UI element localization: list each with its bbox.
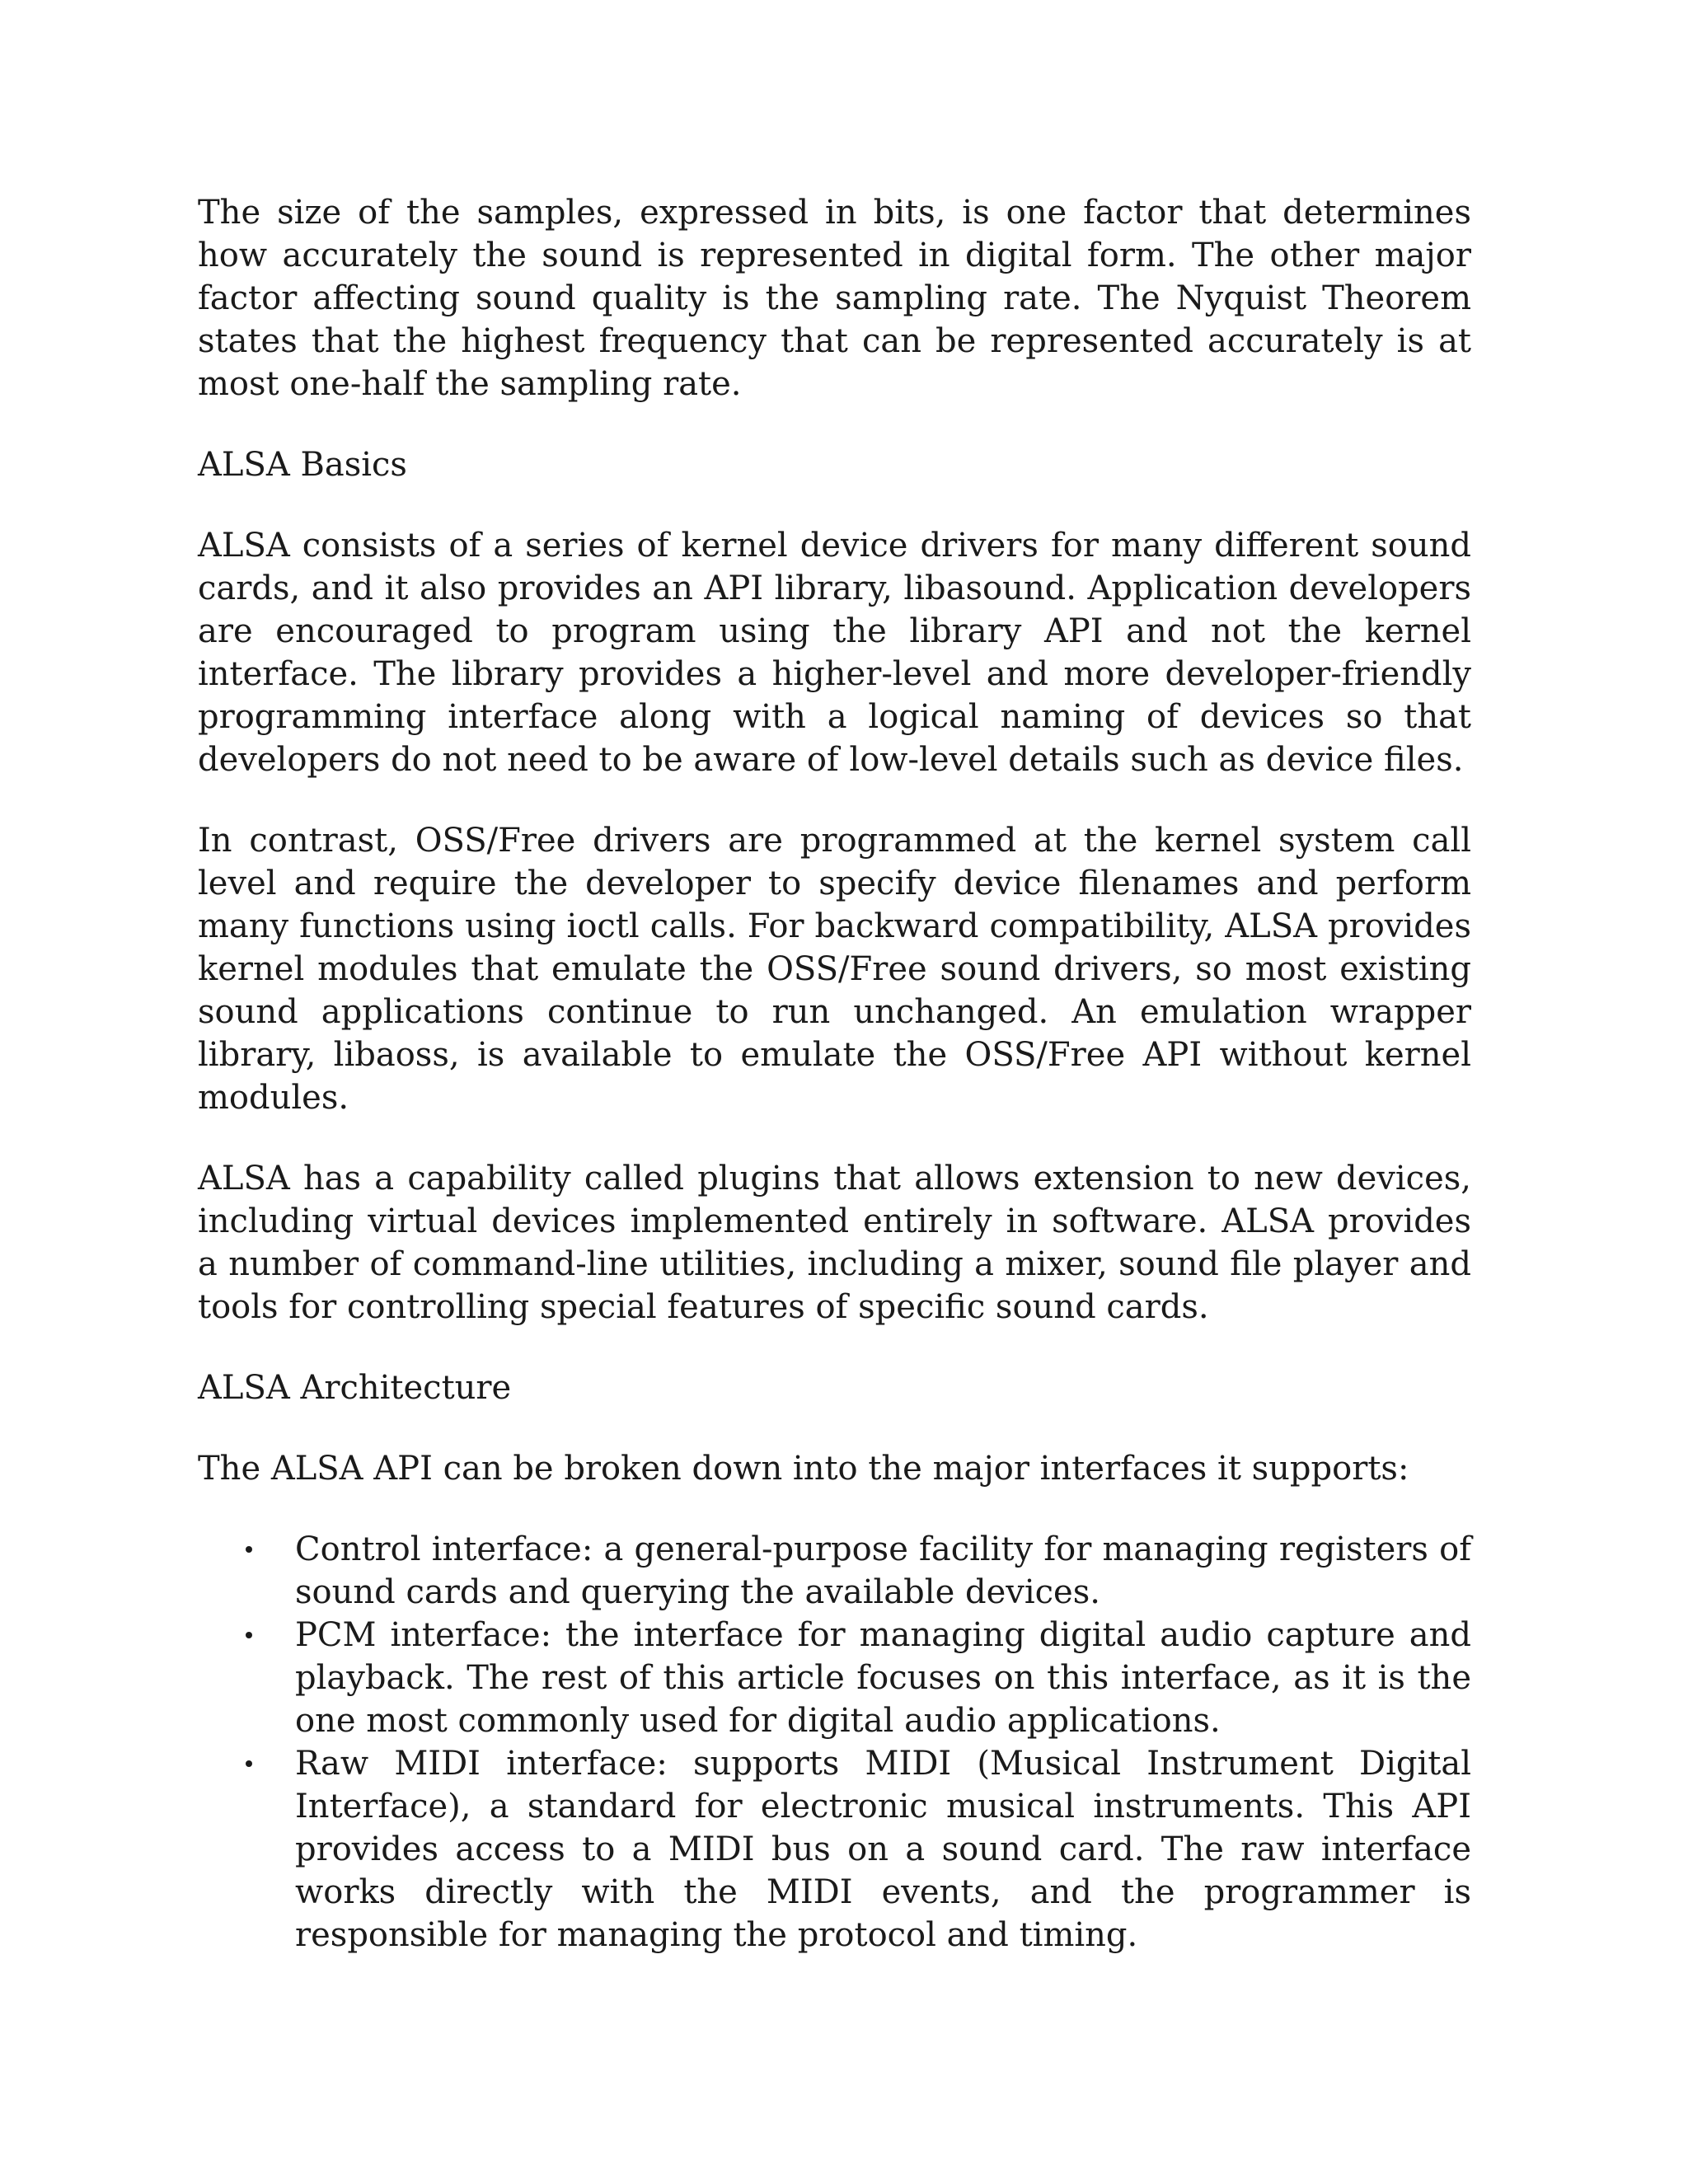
list-item-text: Raw MIDI interface: supports MIDI (Musical Instrument Digital Interface), a standard for electronic musical instruments. This API provides access to a MIDI bus on a sound card. The raw interface works directly with the MIDI events, and the programmer is responsible for managing the protocol and timing. [295, 1745, 1471, 1954]
heading-alsa-basics: ALSA Basics [198, 446, 407, 484]
paragraph-sampling: The size of the samples, expressed in bits, is one factor that determines how accurately the sound is represented in digital form. The other major factor affecting sound quality is the sampling rate. The Nyquist Theorem states that the highest frequency that can be represented accurately is at most one-half the sampling rate. [198, 194, 1471, 403]
list-item [198, 1614, 1471, 1742]
bullet-icon [246, 1632, 252, 1638]
bullet-icon [246, 1760, 252, 1767]
bullet-icon [246, 1546, 252, 1553]
list-item [198, 1742, 1471, 1957]
paragraph-api-intro: The ALSA API can be broken down into the major interfaces it supports: [198, 1450, 1409, 1488]
list-item-text: Control interface: a general-purpose facility for managing registers of sound cards and querying the available devices. [295, 1530, 1471, 1611]
list-item-text: PCM interface: the interface for managing digital audio capture and playback. The rest of this article focuses on this interface, as it is the one most commonly used for digital audio applications. [295, 1616, 1471, 1740]
paragraph-alsa-drivers: ALSA consists of a series of kernel device drivers for many different sound cards, and it also provides an API library, libasound. Application developers are encouraged to program using the library API and not the kernel interface. The library provides a higher-level and more developer-friendly programming interface along with a logical naming of devices so that developers do not need to be aware of low-level details such as device files. [198, 527, 1471, 779]
interface-list [198, 1528, 1471, 1957]
heading-alsa-architecture: ALSA Architecture [198, 1369, 512, 1407]
list-item [198, 1528, 1471, 1614]
paragraph-oss-free: In contrast, OSS/Free drivers are programmed at the kernel system call level and require the developer to specify device filenames and perform many functions using ioctl calls. For backward compatibility, ALSA provides kernel modules that emulate the OSS/Free sound drivers, so most existing sound applications continue to run unchanged. An emulation wrapper library, libaoss, is available to emulate the OSS/Free API without kernel modules. [198, 822, 1471, 1117]
document-page [198, 191, 1471, 1957]
paragraph-plugins: ALSA has a capability called plugins that allows extension to new devices, including virtual devices implemented entirely in software. ALSA provides a number of command-line utilities, including a mixer, sound file player and tools for controlling special features of specific sound cards. [198, 1160, 1471, 1326]
